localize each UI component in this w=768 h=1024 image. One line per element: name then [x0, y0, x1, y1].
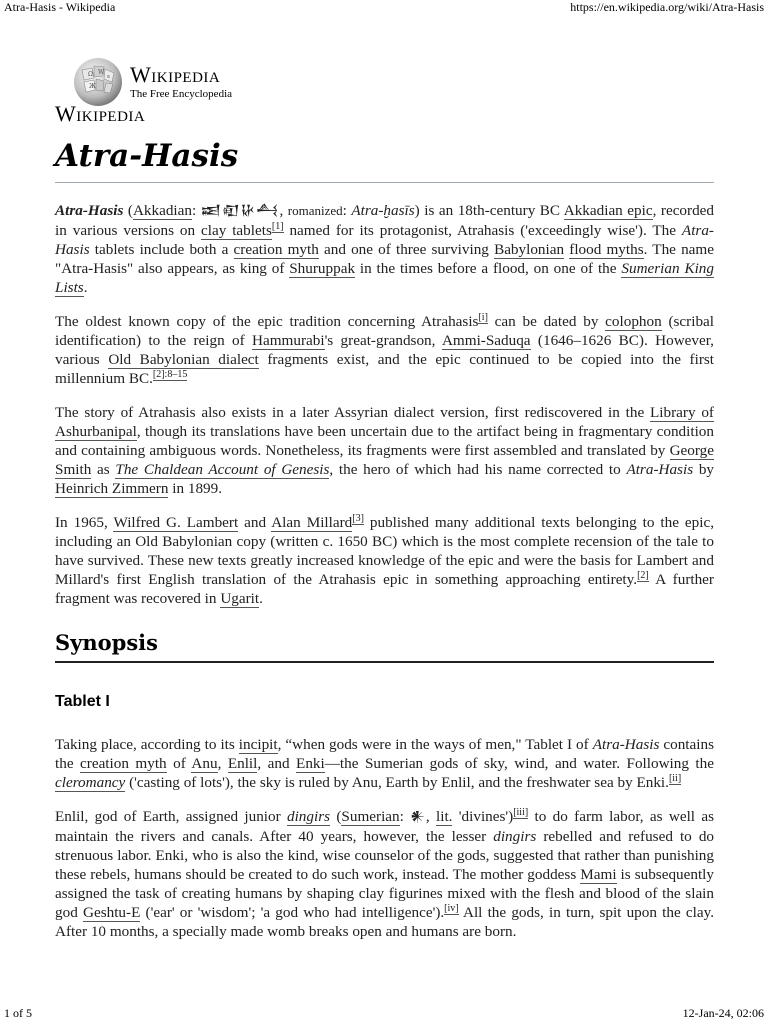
intro-paragraph-1: Atra-Hasis (Akkadian: 𒀜𒊏𒄩𒋀, romanized: Atra-ḫasīs) is an 18th-century BC Akkadian epic, recorded in various versions on clay tablets[1] named for its protagonist, Atrahasis ('exceedingly wise'). The Atra-Hasis tablets include both a creation myth and one of three surviving Babylonian flood myths. The name "Atra-Hasis" also appears, as king of Shuruppak in the times before a flood, on one of the Sumerian King Lists.	[55, 202, 715, 296]
page-counter: 1 of 5	[4, 1006, 32, 1020]
ref-iii[interactable]: [iii]	[513, 806, 529, 818]
intro-paragraph-3: The story of Atrahasis also exists in a later Assyrian dialect version, first rediscovered in the Library of Ashurbanipal, though its translations have been uncertain due to the artifact being in fragmentary condition and containing ambiguous words. Nonetheless, its fragments were first assembled and translated by George Smith as The Chaldean Account of Genesis, the hero of which had his name corrected to Atra-Hasis by Heinrich Zimmern in 1899.	[55, 404, 715, 497]
link-chaldean-account[interactable]: The Chaldean Account of Genesis	[115, 461, 330, 478]
svg-text:W: W	[98, 69, 105, 76]
cuneiform-text: 𒀜𒊏𒄩𒋀	[200, 203, 280, 219]
ref-i[interactable]: [i]	[478, 311, 488, 323]
link-babylonian[interactable]: Babylonian	[494, 241, 565, 258]
ref-3[interactable]: [3]	[352, 512, 364, 524]
dingir-glyph: 𒀭	[410, 809, 426, 825]
synopsis-heading: Synopsis	[55, 630, 714, 663]
link-library-of-ashurbanipal[interactable]: Library of Ashurbanipal	[55, 404, 714, 440]
link-creation-myth[interactable]: creation myth	[233, 241, 319, 258]
svg-text:Ж: Ж	[89, 83, 96, 90]
page-title: Atra-Hasis	[55, 138, 714, 183]
link-clay-tablets[interactable]: clay tablets	[201, 222, 272, 239]
ref-ii[interactable]: [ii]	[668, 772, 682, 784]
link-akkadian-epic[interactable]: Akkadian epic	[563, 202, 653, 219]
intro-paragraph-2: The oldest known copy of the epic tradition concerning Atrahasis[i] can be dated by colophon (scribal identification) to the reign of Hammurabi's great-grandson, Ammi-Saduqa (1646–1626 BC). However, various Old Babylonian dialect fragments exist, and the epic continued to be copied into the first millennium BC.$^{[2]:8-15}$	[55, 311, 715, 387]
ref-2[interactable]: [2]:8–15	[152, 368, 188, 380]
link-alan-millard[interactable]: Alan Millard	[271, 514, 353, 531]
wordmark: Wikipedia	[130, 62, 221, 87]
link-wilfred-lambert[interactable]: Wilfred G. Lambert	[113, 514, 239, 531]
link-shuruppak[interactable]: Shuruppak	[289, 260, 356, 277]
link-enlil[interactable]: Enlil	[227, 755, 258, 772]
browser-page-title: Atra-Hasis - Wikipedia	[4, 0, 116, 14]
svg-text:Ω: Ω	[88, 71, 93, 78]
link-old-babylonian-dialect[interactable]: Old Babylonian dialect	[108, 351, 259, 368]
tablet-1-heading: Tablet I	[55, 693, 110, 710]
tablet-1-paragraph-2: Enlil, god of Earth, assigned junior dingirs (Sumerian: 𒀭, lit. 'divines')[iii] to do farm labor, as well as maintain the rivers and canals. After 40 years, however, the lesser dingirs rebelled and refused to do strenuous labor. Enki, who is also the kind, wise counselor of the gods, suggested that rather than punishing these rebels, humans should be created to do such work, instead. The mother goddess Mami is subsequently assigned the task of creating humans by shaping clay figurines mixed with the flesh and blood of the slain god Geshtu-E ('ear' or 'wisdom'; 'a god who had intelligence').[iv] All the gods, in turn, spit upon the clay. After 10 months, a specially made womb breaks open and humans are born.	[55, 806, 715, 940]
link-ammi-saduqa[interactable]: Ammi-Saduqa	[441, 332, 531, 349]
article-content	[55, 138, 714, 941]
ref-iv[interactable]: [iv]	[444, 902, 459, 914]
link-ugarit[interactable]: Ugarit	[220, 590, 260, 607]
link-anu[interactable]: Anu	[191, 755, 218, 772]
link-akkadian[interactable]: Akkadian	[132, 202, 192, 219]
ref-1[interactable]: [1]	[271, 220, 284, 232]
link-colophon[interactable]: colophon	[605, 313, 662, 330]
link-flood-myths[interactable]: flood myths	[569, 241, 644, 258]
intro-paragraph-4: In 1965, Wilfred G. Lambert and Alan Millard[3] published many additional texts belonging to the epic, including an Old Babylonian copy (written c. 1650 BC) which is the most complete recension of the tale to have survived. These new texts greatly increased knowledge of the epic and were the basis for Lambert and Millard's first English translation of the Atrahasis epic in something approaching entirety.[2] A further fragment was recovered in Ugarit.	[55, 512, 715, 607]
link-hammurabi[interactable]: Hammurabi	[252, 332, 325, 349]
browser-url: https://en.wikipedia.org/wiki/Atra-Hasis	[570, 0, 764, 14]
print-timestamp: 12-Jan-24, 02:06	[682, 1006, 764, 1020]
link-enki[interactable]: Enki	[296, 755, 325, 772]
link-dingirs[interactable]: dingirs	[286, 808, 331, 825]
svg-text:ธ: ธ	[107, 74, 111, 80]
link-incipit[interactable]: incipit	[238, 736, 278, 753]
link-sumerian-king-lists[interactable]: Sumerian King Lists	[55, 260, 714, 296]
link-creation-myth-2[interactable]: creation myth	[80, 755, 167, 772]
tagline: The Free Encyclopedia	[130, 88, 233, 100]
link-cleromancy[interactable]: cleromancy	[55, 774, 126, 791]
ref-2b[interactable]: [2]	[637, 569, 649, 581]
link-george-smith[interactable]: George Smith	[55, 442, 714, 478]
link-mami[interactable]: Mami	[580, 866, 617, 883]
link-heinrich-zimmern[interactable]: Heinrich Zimmern	[55, 480, 169, 497]
link-geshtu-e[interactable]: Geshtu-E	[82, 904, 141, 921]
link-lit[interactable]: lit.	[436, 808, 453, 825]
article-subject: Atra-Hasis	[55, 202, 124, 219]
wordmark-large[interactable]: Wikipedia	[55, 101, 146, 126]
link-sumerian[interactable]: Sumerian	[341, 808, 400, 825]
tablet-1-paragraph-1: Taking place, according to its incipit, “when gods were in the ways of men," Tablet I of Atra-Hasis contains the creation myth of Anu, Enlil, and Enki—the Sumerian gods of sky, wind, and water. Following the cleromancy ('casting of lots'), the sky is ruled by Anu, Earth by Enlil, and the freshwater sea by Enki.[ii]	[55, 736, 714, 791]
